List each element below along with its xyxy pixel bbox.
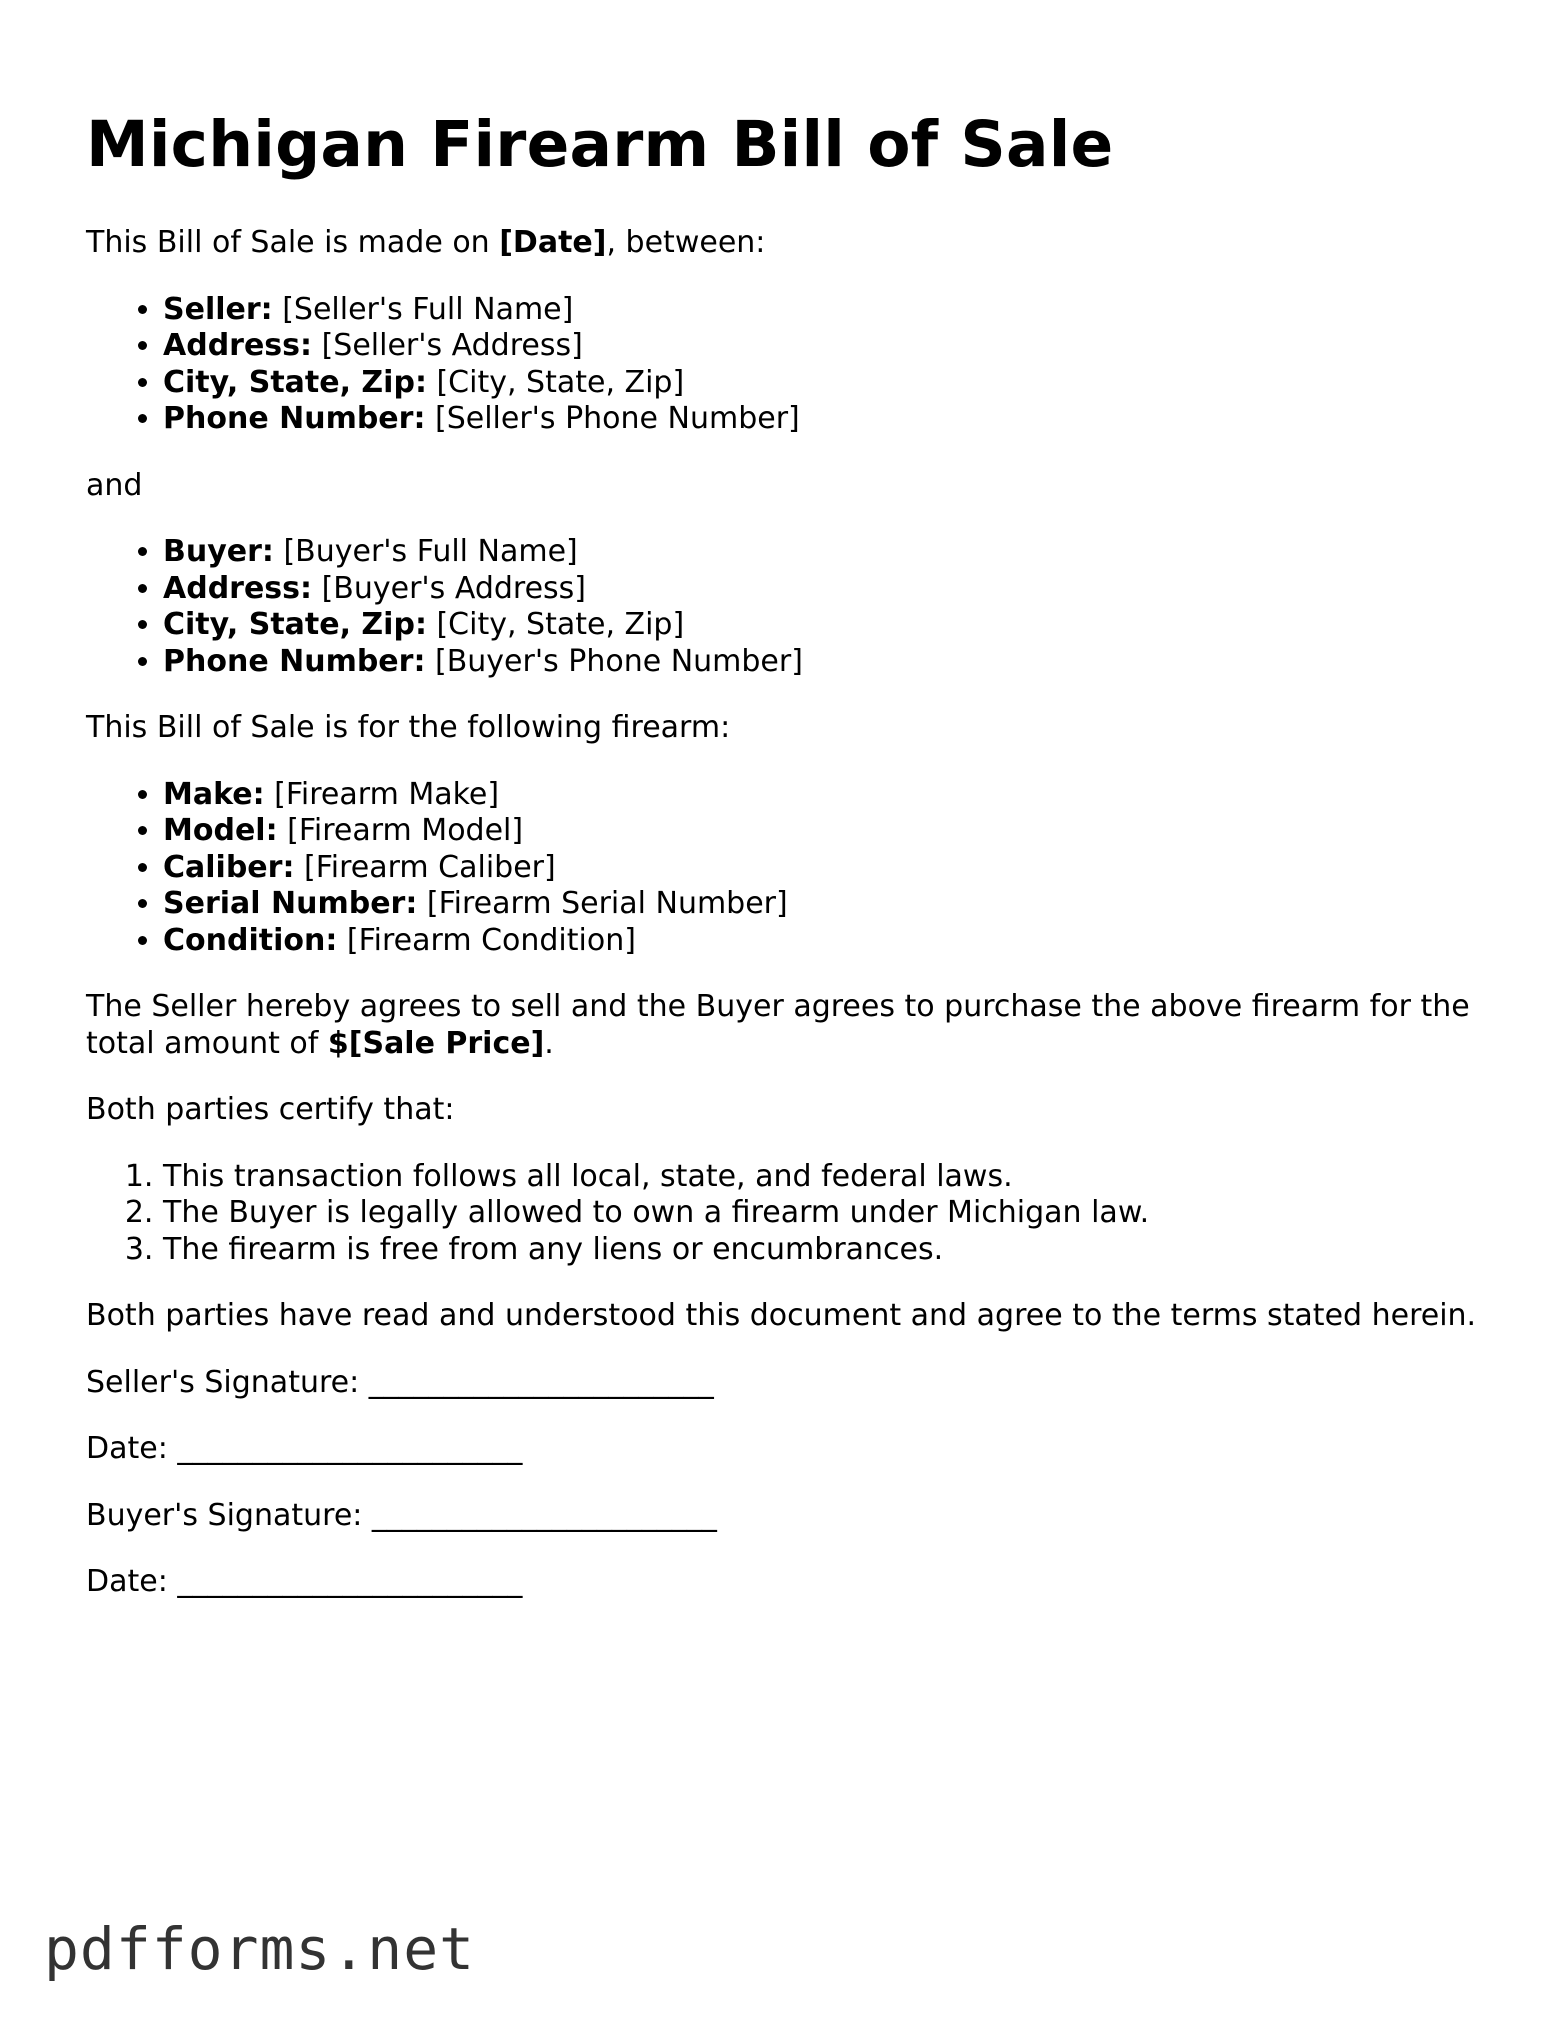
field-value: [Seller's Phone Number] — [425, 401, 800, 436]
agreement-prefix: The Seller hereby agrees to sell and the Buyer agrees to purchase the above firearm for the total amount of — [86, 989, 1470, 1061]
intro-prefix: This Bill of Sale is made on — [86, 225, 500, 260]
seller-phone-item — [163, 401, 1486, 438]
buyer-address-item — [163, 571, 1486, 608]
field-label: Condition: — [163, 922, 338, 958]
field-label: Make: — [163, 776, 265, 812]
field-value: [Buyer's Full Name] — [273, 534, 578, 569]
firearm-intro: This Bill of Sale is for the following firearm: — [86, 710, 731, 745]
field-label: Model: — [163, 813, 278, 848]
intro-paragraph — [86, 225, 1486, 262]
field-label: Phone Number: — [163, 643, 426, 679]
intro-suffix: , between: — [606, 225, 766, 260]
sale-price-placeholder: $[Sale Price] — [327, 1025, 545, 1061]
firearm-make-item — [163, 777, 1486, 814]
buyer-phone-item — [163, 644, 1486, 681]
field-value: [Buyer's Address] — [312, 570, 587, 606]
understood-paragraph: Both parties have read and understood this document and agree to the terms stated herein. — [86, 1298, 1477, 1333]
firearm-condition-item — [163, 923, 1486, 960]
certification-item: 2. The Buyer is legally allowed to own a firearm under Michigan law. — [163, 1195, 1486, 1232]
field-label: Serial Number: — [163, 886, 418, 921]
field-value: [Seller's Address] — [312, 328, 583, 363]
seller-details-list — [86, 292, 1486, 438]
buyer-city-item — [163, 607, 1486, 644]
certifications-list — [86, 1159, 1486, 1269]
buyer-signature-line: Buyer's Signature: _______________________ — [86, 1497, 717, 1533]
certification-item: 3. The firearm is free from any liens or encumbrances. — [163, 1232, 1486, 1269]
firearm-caliber-item — [163, 850, 1486, 887]
buyer-name-item — [163, 534, 1486, 571]
certification-item: 1. This transaction follows all local, state, and federal laws. — [163, 1159, 1486, 1196]
and-text: and — [86, 467, 143, 503]
field-label: Caliber: — [163, 849, 295, 885]
field-value: [Buyer's Phone Number] — [425, 643, 803, 679]
field-value: [Firearm Serial Number] — [417, 886, 788, 921]
field-value: [City, State, Zip] — [426, 364, 685, 400]
field-value: [Firearm Condition] — [337, 922, 636, 958]
field-value: [Seller's Full Name] — [272, 291, 574, 327]
field-label: Phone Number: — [163, 401, 426, 436]
seller-signature-line: Seller's Signature: _______________________ — [86, 1364, 714, 1400]
watermark: pdfforms.net — [44, 1915, 476, 1983]
field-value: [City, State, Zip] — [426, 607, 685, 642]
document-page — [86, 105, 1486, 1631]
field-label: City, State, Zip: — [163, 364, 427, 400]
seller-date-line: Date: _______________________ — [86, 1431, 523, 1466]
field-label: City, State, Zip: — [163, 607, 427, 642]
buyer-date-line: Date: _______________________ — [86, 1564, 523, 1599]
agreement-suffix: . — [544, 1025, 554, 1061]
field-label: Buyer: — [163, 534, 274, 569]
firearm-serial-item — [163, 886, 1486, 923]
seller-name-item — [163, 292, 1486, 329]
seller-address-item — [163, 328, 1486, 365]
document-title: Michigan Firearm Bill of Sale — [86, 108, 1114, 181]
firearm-details-list — [86, 777, 1486, 960]
date-placeholder: [Date] — [499, 225, 607, 260]
field-label: Address: — [163, 570, 313, 606]
buyer-details-list — [86, 534, 1486, 680]
field-value: [Firearm Caliber] — [294, 849, 556, 885]
field-label: Seller: — [163, 291, 273, 327]
firearm-model-item — [163, 813, 1486, 850]
field-label: Address: — [163, 328, 313, 363]
agreement-paragraph — [86, 989, 1486, 1062]
field-value: [Firearm Model] — [277, 813, 524, 848]
certify-intro: Both parties certify that: — [86, 1092, 455, 1127]
field-value: [Firearm Make] — [264, 776, 500, 812]
seller-city-item — [163, 365, 1486, 402]
